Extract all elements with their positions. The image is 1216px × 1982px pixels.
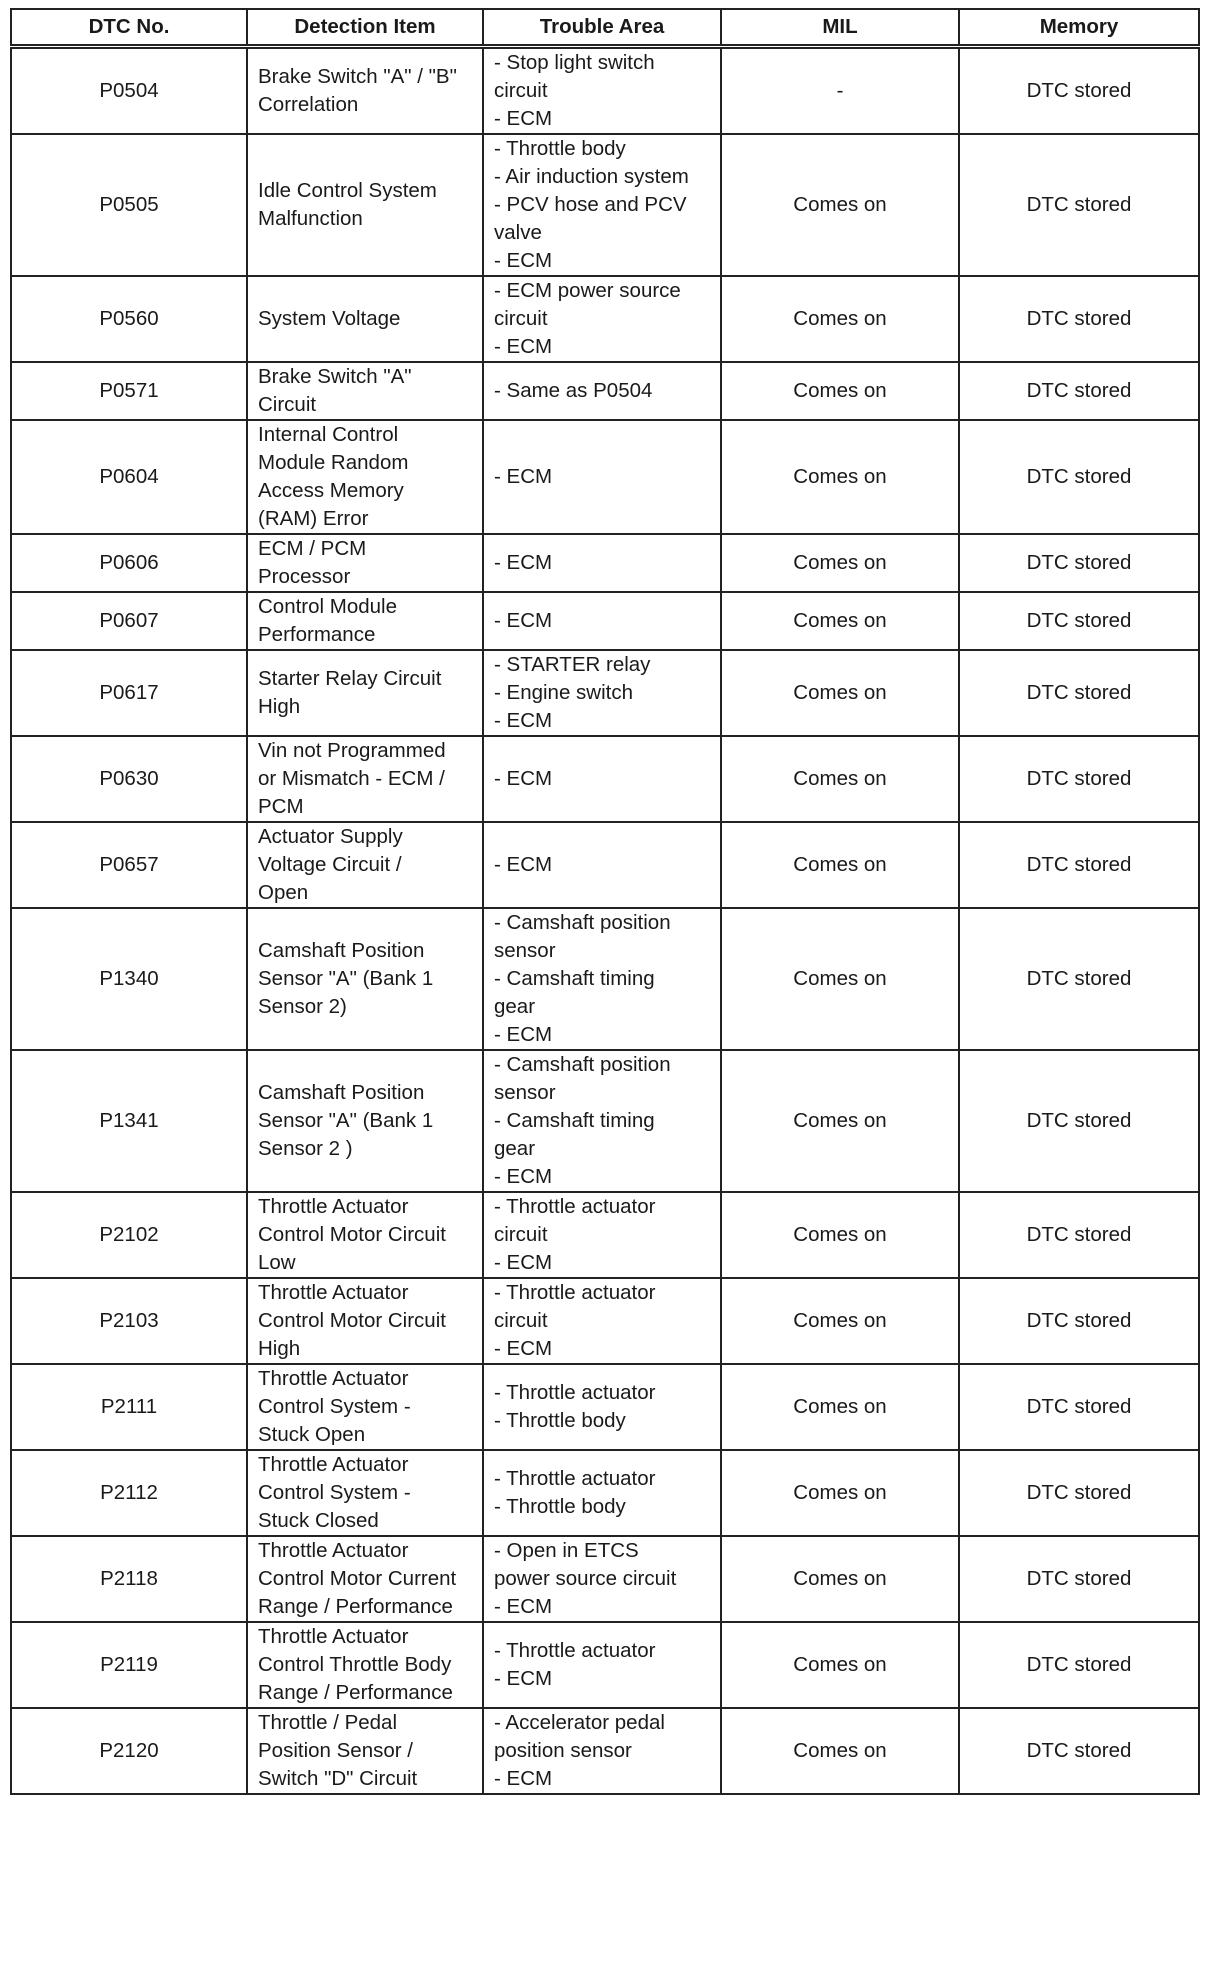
- detection-item-line: Module Random: [258, 451, 409, 474]
- detection-item-line: Performance: [258, 623, 376, 646]
- detection-item-line: Control Throttle Body: [258, 1653, 452, 1676]
- dtc-code-cell: P2103: [11, 1278, 247, 1364]
- trouble-area-line: gear: [494, 995, 536, 1018]
- detection-item-line: Camshaft Position: [258, 939, 425, 962]
- trouble-area-cell: [483, 822, 721, 908]
- table-row: [11, 134, 1199, 276]
- trouble-area-line: - ECM: [494, 249, 553, 272]
- detection-item-line: (RAM) Error: [258, 507, 369, 530]
- detection-item-line: Throttle Actuator: [258, 1539, 409, 1562]
- trouble-area-cell: [483, 1364, 721, 1450]
- detection-item-line: Control Motor Circuit: [258, 1309, 446, 1332]
- detection-item-line: Throttle Actuator: [258, 1367, 409, 1390]
- mil-cell: Comes on: [721, 362, 959, 420]
- trouble-area-line: - Camshaft timing: [494, 967, 655, 990]
- trouble-area-line: circuit: [494, 1309, 548, 1332]
- detection-item-cell: [247, 1708, 483, 1794]
- mil-cell: Comes on: [721, 1708, 959, 1794]
- detection-item-line: Throttle Actuator: [258, 1625, 409, 1648]
- trouble-area-cell: [483, 908, 721, 1050]
- trouble-area-line: - Throttle actuator: [494, 1639, 656, 1662]
- detection-item-line: or Mismatch - ECM /: [258, 767, 445, 790]
- trouble-area-line: sensor: [494, 939, 556, 962]
- detection-item-cell: [247, 822, 483, 908]
- mil-cell: Comes on: [721, 908, 959, 1050]
- trouble-area-line: - ECM: [494, 551, 553, 574]
- dtc-code-cell: P0657: [11, 822, 247, 908]
- detection-item-line: Position Sensor /: [258, 1739, 413, 1762]
- detection-item-cell: [247, 1278, 483, 1364]
- header-memory: Memory: [959, 9, 1199, 47]
- mil-cell: Comes on: [721, 420, 959, 534]
- dtc-code-cell: P2120: [11, 1708, 247, 1794]
- detection-item-cell: [247, 362, 483, 420]
- dtc-code-cell: P0617: [11, 650, 247, 736]
- trouble-area-line: - STARTER relay: [494, 653, 651, 676]
- trouble-area-line: circuit: [494, 1223, 548, 1246]
- mil-cell: Comes on: [721, 650, 959, 736]
- trouble-area-line: - ECM: [494, 1595, 553, 1618]
- trouble-area-cell: [483, 736, 721, 822]
- trouble-area-cell: [483, 1050, 721, 1192]
- trouble-area-cell: [483, 592, 721, 650]
- mil-cell: Comes on: [721, 1364, 959, 1450]
- detection-item-line: Stuck Closed: [258, 1509, 379, 1532]
- trouble-area-line: gear: [494, 1137, 536, 1160]
- memory-cell: DTC stored: [959, 1192, 1199, 1278]
- detection-item-line: ECM / PCM: [258, 537, 367, 560]
- detection-item-line: High: [258, 1337, 301, 1360]
- dtc-code-cell: P0560: [11, 276, 247, 362]
- table-body: [11, 47, 1199, 1795]
- trouble-area-line: - Throttle body: [494, 1409, 626, 1432]
- memory-cell: DTC stored: [959, 1364, 1199, 1450]
- memory-cell: DTC stored: [959, 592, 1199, 650]
- detection-item-line: Sensor 2 ): [258, 1137, 353, 1160]
- detection-item-line: Throttle Actuator: [258, 1453, 409, 1476]
- detection-item-line: Control System -: [258, 1395, 411, 1418]
- dtc-code-cell: P0571: [11, 362, 247, 420]
- dtc-code-cell: P2119: [11, 1622, 247, 1708]
- detection-item-line: Range / Performance: [258, 1595, 453, 1618]
- table-row: [11, 822, 1199, 908]
- trouble-area-line: - ECM: [494, 1337, 553, 1360]
- mil-cell: Comes on: [721, 1622, 959, 1708]
- detection-item-cell: [247, 1050, 483, 1192]
- memory-cell: DTC stored: [959, 47, 1199, 135]
- trouble-area-line: - ECM: [494, 107, 553, 130]
- detection-item-line: Control Motor Circuit: [258, 1223, 446, 1246]
- mil-cell: Comes on: [721, 1050, 959, 1192]
- table-row: [11, 1536, 1199, 1622]
- trouble-area-cell: [483, 1192, 721, 1278]
- detection-item-line: System Voltage: [258, 307, 401, 330]
- trouble-area-cell: [483, 47, 721, 135]
- dtc-code-cell: P2111: [11, 1364, 247, 1450]
- memory-cell: DTC stored: [959, 534, 1199, 592]
- table-row: [11, 1050, 1199, 1192]
- detection-item-cell: [247, 736, 483, 822]
- detection-item-cell: [247, 420, 483, 534]
- detection-item-cell: [247, 650, 483, 736]
- memory-cell: DTC stored: [959, 822, 1199, 908]
- trouble-area-line: - ECM: [494, 853, 553, 876]
- trouble-area-line: - ECM: [494, 1767, 553, 1790]
- dtc-code-cell: P0630: [11, 736, 247, 822]
- trouble-area-line: - Throttle actuator: [494, 1281, 656, 1304]
- mil-cell: -: [721, 47, 959, 135]
- memory-cell: DTC stored: [959, 1050, 1199, 1192]
- mil-cell: Comes on: [721, 736, 959, 822]
- detection-item-cell: [247, 1622, 483, 1708]
- detection-item-line: Malfunction: [258, 207, 363, 230]
- mil-cell: Comes on: [721, 1278, 959, 1364]
- table-row: [11, 650, 1199, 736]
- mil-cell: Comes on: [721, 134, 959, 276]
- detection-item-cell: [247, 1536, 483, 1622]
- detection-item-line: Throttle Actuator: [258, 1195, 409, 1218]
- dtc-code-cell: P2102: [11, 1192, 247, 1278]
- memory-cell: DTC stored: [959, 650, 1199, 736]
- trouble-area-line: - ECM: [494, 767, 553, 790]
- dtc-code-cell: P2112: [11, 1450, 247, 1536]
- trouble-area-line: - Stop light switch: [494, 51, 655, 74]
- trouble-area-line: - ECM: [494, 1165, 553, 1188]
- detection-item-line: Circuit: [258, 393, 317, 416]
- detection-item-line: Control Motor Current: [258, 1567, 457, 1590]
- detection-item-line: Open: [258, 881, 309, 904]
- dtc-code-cell: P2118: [11, 1536, 247, 1622]
- table-row: [11, 276, 1199, 362]
- mil-cell: Comes on: [721, 1450, 959, 1536]
- memory-cell: DTC stored: [959, 1708, 1199, 1794]
- trouble-area-cell: [483, 362, 721, 420]
- header-dtc-no: DTC No.: [11, 9, 247, 47]
- mil-cell: Comes on: [721, 1192, 959, 1278]
- trouble-area-cell: [483, 1708, 721, 1794]
- detection-item-line: Access Memory: [258, 479, 404, 502]
- detection-item-line: Actuator Supply: [258, 825, 403, 848]
- detection-item-line: Control Module: [258, 595, 398, 618]
- header-mil: MIL: [721, 9, 959, 47]
- table-row: [11, 1708, 1199, 1794]
- mil-cell: Comes on: [721, 276, 959, 362]
- mil-cell: Comes on: [721, 822, 959, 908]
- detection-item-line: Idle Control System: [258, 179, 437, 202]
- memory-cell: DTC stored: [959, 420, 1199, 534]
- detection-item-line: Throttle Actuator: [258, 1281, 409, 1304]
- table-row: [11, 1278, 1199, 1364]
- detection-item-line: Internal Control: [258, 423, 399, 446]
- trouble-area-line: - ECM: [494, 465, 553, 488]
- detection-item-line: Brake Switch "A" / "B": [258, 65, 457, 88]
- dtc-code-cell: P1341: [11, 1050, 247, 1192]
- trouble-area-line: - Accelerator pedal: [494, 1711, 665, 1734]
- trouble-area-cell: [483, 1622, 721, 1708]
- trouble-area-line: power source circuit: [494, 1567, 677, 1590]
- memory-cell: DTC stored: [959, 1450, 1199, 1536]
- trouble-area-line: - Same as P0504: [494, 379, 653, 402]
- detection-item-cell: [247, 592, 483, 650]
- detection-item-cell: [247, 1192, 483, 1278]
- header-detection-item: Detection Item: [247, 9, 483, 47]
- dtc-table: [10, 8, 1200, 1795]
- detection-item-cell: [247, 908, 483, 1050]
- dtc-code-cell: P0504: [11, 47, 247, 135]
- memory-cell: DTC stored: [959, 736, 1199, 822]
- header-row: [11, 9, 1199, 47]
- trouble-area-line: - ECM: [494, 609, 553, 632]
- dtc-code-cell: P0606: [11, 534, 247, 592]
- dtc-table-page: [10, 8, 1198, 1795]
- trouble-area-line: - Throttle body: [494, 1495, 626, 1518]
- trouble-area-line: - Engine switch: [494, 681, 634, 704]
- trouble-area-line: - Open in ETCS: [494, 1539, 639, 1562]
- dtc-code-cell: P0505: [11, 134, 247, 276]
- table-row: [11, 362, 1199, 420]
- trouble-area-line: - ECM: [494, 335, 553, 358]
- dtc-code-cell: P1340: [11, 908, 247, 1050]
- table-row: [11, 908, 1199, 1050]
- table-row: [11, 736, 1199, 822]
- trouble-area-line: - ECM: [494, 1667, 553, 1690]
- trouble-area-line: sensor: [494, 1081, 556, 1104]
- detection-item-line: PCM: [258, 795, 304, 818]
- trouble-area-cell: [483, 1536, 721, 1622]
- detection-item-line: Range / Performance: [258, 1681, 453, 1704]
- memory-cell: DTC stored: [959, 1622, 1199, 1708]
- detection-item-line: Starter Relay Circuit: [258, 667, 442, 690]
- dtc-code-cell: P0607: [11, 592, 247, 650]
- memory-cell: DTC stored: [959, 276, 1199, 362]
- memory-cell: DTC stored: [959, 362, 1199, 420]
- trouble-area-line: - Throttle actuator: [494, 1195, 656, 1218]
- table-row: [11, 1450, 1199, 1536]
- mil-cell: Comes on: [721, 592, 959, 650]
- trouble-area-line: - PCV hose and PCV: [494, 193, 687, 216]
- table-row: [11, 534, 1199, 592]
- trouble-area-line: - Air induction system: [494, 165, 689, 188]
- trouble-area-line: - ECM: [494, 1023, 553, 1046]
- table-row: [11, 1192, 1199, 1278]
- detection-item-line: Switch "D" Circuit: [258, 1767, 418, 1790]
- trouble-area-line: - Camshaft position: [494, 911, 671, 934]
- detection-item-cell: [247, 1450, 483, 1536]
- trouble-area-cell: [483, 1278, 721, 1364]
- mil-cell: Comes on: [721, 1536, 959, 1622]
- table-row: [11, 420, 1199, 534]
- detection-item-line: Sensor "A" (Bank 1: [258, 1109, 434, 1132]
- table-row: [11, 47, 1199, 135]
- table-row: [11, 1622, 1199, 1708]
- memory-cell: DTC stored: [959, 1536, 1199, 1622]
- detection-item-line: Sensor 2): [258, 995, 347, 1018]
- detection-item-line: High: [258, 695, 301, 718]
- detection-item-line: Processor: [258, 565, 351, 588]
- detection-item-cell: [247, 1364, 483, 1450]
- detection-item-line: Camshaft Position: [258, 1081, 425, 1104]
- detection-item-cell: [247, 534, 483, 592]
- trouble-area-cell: [483, 650, 721, 736]
- detection-item-cell: [247, 47, 483, 135]
- table-row: [11, 592, 1199, 650]
- trouble-area-line: valve: [494, 221, 542, 244]
- detection-item-line: Control System -: [258, 1481, 411, 1504]
- trouble-area-line: - ECM: [494, 1251, 553, 1274]
- detection-item-line: Stuck Open: [258, 1423, 366, 1446]
- trouble-area-cell: [483, 534, 721, 592]
- trouble-area-line: - ECM power source: [494, 279, 681, 302]
- trouble-area-line: position sensor: [494, 1739, 632, 1762]
- detection-item-line: Vin not Programmed: [258, 739, 446, 762]
- trouble-area-line: - Throttle body: [494, 137, 626, 160]
- detection-item-cell: [247, 276, 483, 362]
- trouble-area-line: - Throttle actuator: [494, 1381, 656, 1404]
- trouble-area-line: - Throttle actuator: [494, 1467, 656, 1490]
- dtc-code-cell: P0604: [11, 420, 247, 534]
- detection-item-line: Voltage Circuit /: [258, 853, 402, 876]
- detection-item-line: Sensor "A" (Bank 1: [258, 967, 434, 990]
- memory-cell: DTC stored: [959, 1278, 1199, 1364]
- memory-cell: DTC stored: [959, 134, 1199, 276]
- detection-item-line: Low: [258, 1251, 296, 1274]
- detection-item-line: Throttle / Pedal: [258, 1711, 398, 1734]
- detection-item-line: Correlation: [258, 93, 359, 116]
- trouble-area-cell: [483, 276, 721, 362]
- header-trouble-area: Trouble Area: [483, 9, 721, 47]
- memory-cell: DTC stored: [959, 908, 1199, 1050]
- table-row: [11, 1364, 1199, 1450]
- trouble-area-cell: [483, 420, 721, 534]
- trouble-area-cell: [483, 134, 721, 276]
- mil-cell: Comes on: [721, 534, 959, 592]
- trouble-area-line: circuit: [494, 79, 548, 102]
- trouble-area-cell: [483, 1450, 721, 1536]
- detection-item-cell: [247, 134, 483, 276]
- trouble-area-line: circuit: [494, 307, 548, 330]
- trouble-area-line: - ECM: [494, 709, 553, 732]
- trouble-area-line: - Camshaft timing: [494, 1109, 655, 1132]
- trouble-area-line: - Camshaft position: [494, 1053, 671, 1076]
- detection-item-line: Brake Switch "A": [258, 365, 412, 388]
